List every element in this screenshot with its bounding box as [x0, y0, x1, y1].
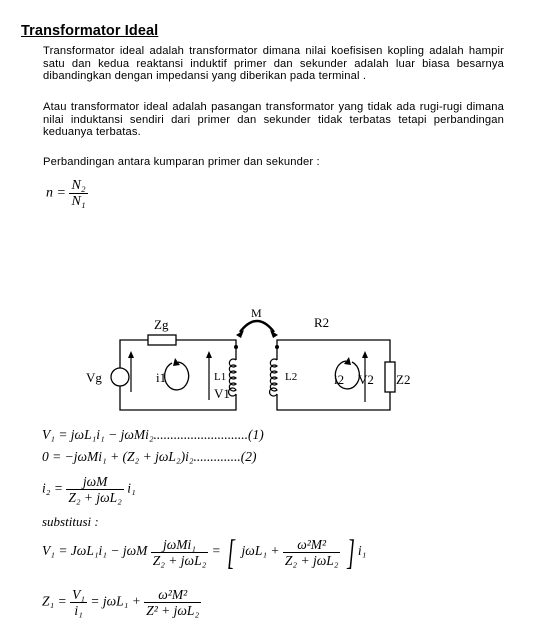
eq5-fraction-2 [144, 587, 201, 618]
label-l2: L2 [285, 371, 298, 383]
eq5-denominator-1: i₁ [74, 603, 83, 618]
l2-coil-icon [270, 359, 277, 396]
vg-source-icon [111, 368, 129, 386]
eq4-fraction-1 [151, 537, 209, 568]
left-bracket: [ [227, 532, 236, 572]
eq5-middle: = jωL₁ + [90, 593, 141, 609]
eq4-equals: = [211, 543, 221, 559]
mutual-coupling-arrow [240, 321, 274, 332]
label-l1: L1 [214, 371, 227, 383]
label-zg: Zg [154, 317, 169, 332]
l1-dot [234, 345, 238, 349]
label-vg: Vg [86, 370, 102, 385]
eq5-lhs: Z₁ = [42, 593, 67, 609]
substitution-label: substitusi : [42, 514, 99, 529]
ratio-fraction [69, 178, 87, 209]
eq5-numerator-1: V₁ [72, 587, 86, 602]
eq4-lhs: V₁ = JωL₁i₁ − jωM [42, 543, 148, 559]
primary-top-left-wire [120, 340, 148, 368]
i1-loop-arrow-icon [165, 362, 189, 390]
paragraph-ratio-intro: Perbandingan antara kumparan primer dan sekunder : [43, 156, 320, 168]
eq5-fraction-1 [70, 587, 87, 618]
eq3-denominator: Z₂ + jωL₂ [68, 490, 122, 505]
v1-arrowhead-icon [206, 351, 212, 358]
eq3-lhs: i₂ = [42, 480, 63, 496]
label-i2: i2 [334, 372, 345, 387]
ratio-lhs: n = [46, 185, 66, 201]
label-m: M [251, 306, 262, 320]
eq5-numerator-2: ω²M² [144, 587, 201, 603]
equation-3 [42, 474, 136, 505]
label-v1: V1 [214, 386, 230, 401]
equation-1: V₁ = jωL₁i₁ − jωMi₂............................(1) [42, 427, 264, 442]
z2-impedance [385, 362, 395, 392]
zg-resistor [148, 335, 176, 345]
eq4-numerator-2: ω²M² [283, 537, 341, 553]
page-title: Transformator Ideal [21, 23, 159, 39]
eq4-tail: i₁ [357, 543, 367, 559]
eq4-fraction-2 [283, 537, 341, 568]
right-bracket: ] [346, 532, 355, 572]
label-v2: V2 [358, 372, 374, 387]
eq4-numerator-1: jωMi₁ [151, 537, 209, 553]
eq4-denominator-1: Z₂ + jωL₂ [152, 552, 207, 568]
eq3-fraction [66, 474, 124, 505]
turns-ratio-formula [46, 178, 88, 209]
equation-4 [42, 534, 366, 570]
secondary-top-wire [277, 340, 390, 362]
paragraph-alternative-definition: Atau transformator ideal adalah pasangan transformator yang tidak ada rugi-rugi dimana nilai induktansi sendiri dari primer dan sekunder tidak terbatas tetapi perbandingan keduanya terbatas. [43, 101, 504, 139]
l2-dot [275, 345, 279, 349]
vg-arrowhead-icon [128, 351, 134, 358]
paragraph-definition: Transformator ideal adalah transformator dimana nilai koefisisen kopling adalah hampir satu dan kedua reaktansi induktif primer dan sekunder adalah luar biasa besarnya dibandingkan dengan impedansi yang diberikan pada terminal . [43, 45, 504, 83]
v2-arrowhead-icon [362, 351, 368, 358]
label-i1: i1 [156, 370, 167, 385]
eq3-numerator: jωM [66, 474, 124, 490]
transformer-circuit-diagram [86, 300, 430, 422]
equation-2: 0 = −jωMi₁ + (Z₂ + jωL₂)i₂..............(2) [42, 449, 257, 464]
label-z2: Z2 [396, 372, 411, 387]
eq4-denominator-2: Z₂ + jωL₂ [284, 552, 339, 568]
primary-top-right-wire [176, 340, 236, 360]
ratio-numerator: N₂ [71, 178, 86, 193]
eq3-tail: i₁ [127, 480, 136, 496]
equation-5 [42, 587, 201, 618]
ratio-denominator: N₁ [71, 194, 86, 209]
eq5-denominator-2: Z² + jωL₂ [146, 603, 200, 618]
secondary-bottom-wire [277, 392, 390, 410]
eq4-inner: jωL₁ + [241, 543, 280, 559]
label-r2: R2 [314, 315, 330, 330]
